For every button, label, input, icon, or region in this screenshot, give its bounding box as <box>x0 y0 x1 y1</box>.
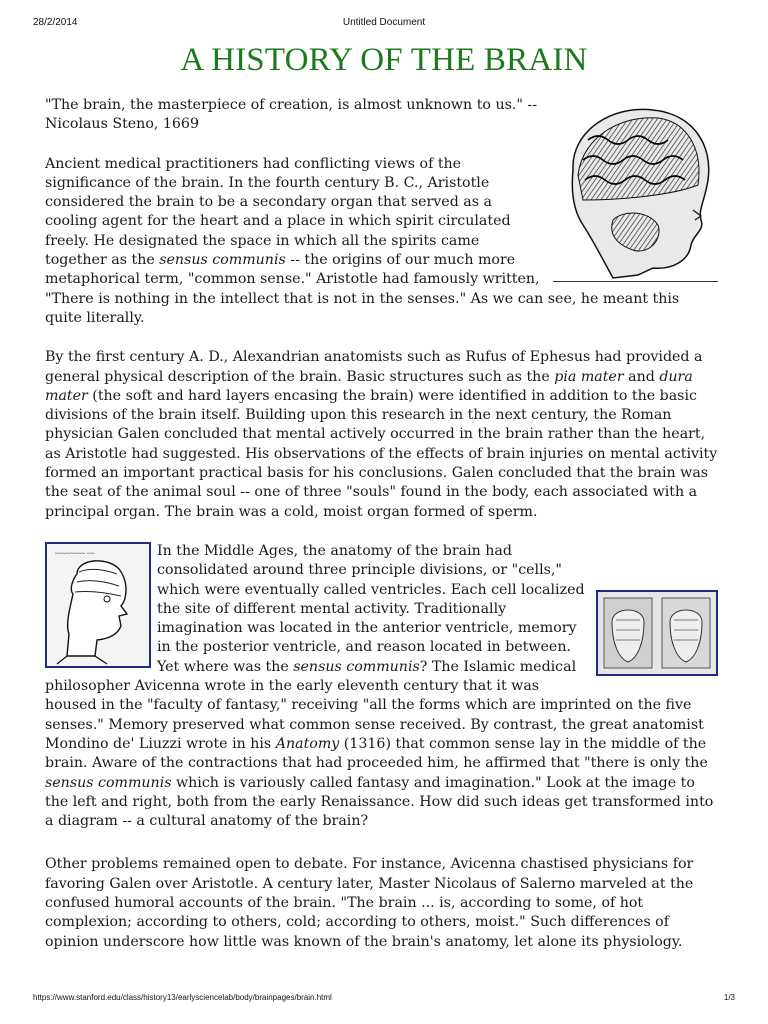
italic-term: dura mater <box>45 368 693 404</box>
source-url: https://www.stanford.edu/class/history13/earlysciencelab/body/brainpages/brain.html <box>33 993 332 1002</box>
medieval-head-diagram-image <box>45 542 151 668</box>
paragraph-galen <box>45 348 718 522</box>
italic-term: sensus communis <box>159 252 286 269</box>
italic-term: sensus communis <box>45 774 172 791</box>
print-footer <box>33 993 735 1007</box>
print-header <box>33 17 735 31</box>
text-span: ? The Islamic medical philosopher Avicenna wrote in the early eleventh century that it was housed in the "faculty of fantasy," receiving "all the forms which are imprinted on the five senses." Memory preserved what common sense received. By contrast, the great anatomist Mondino de' Liuzzi wrote in his <box>45 658 704 752</box>
text-span: Ancient medical practitioners had conflicting views of the significance of the brain. In the fourth century B. C., Aristotle considered the brain to be a secondary organ that served as a cooling agent for the heart and a place in which spirit circulated freely. He designated the space in which all the spirits came together as the <box>45 155 511 269</box>
italic-term: pia mater <box>554 368 624 385</box>
text-span: (the soft and hard layers encasing the brain) were identified in addition to the basic divisions of the brain itself. Building upon this research in the next century, the Roman physician Galen concluded that mental actively occurred in the brain rather than the heart, as Aristotle had suggested. His observations of the effects of brain injuries on mental activity formed an important practical basis for his conclusions. Galen concluded that the brain was the seat of the animal soul -- one of three "souls" found in the body, each associated with a principal organ. The brain was a cold, moist organ formed of sperm. <box>45 387 718 520</box>
svg-text:~~~~~~~~ ~~: ~~~~~~~~ ~~ <box>55 549 95 558</box>
text-span: which is variously called fantasy and imagination." Look at the image to the left and right, both from the early Renaissance. How did such ideas get transformed into a diagram -- a cultural anatomy of the brain? <box>45 774 714 830</box>
italic-term: sensus communis <box>293 658 420 675</box>
text-span: By the first century A. D., Alexandrian anatomists such as Rufus of Ephesus had provided a general physical description of the brain. Basic structures such as the <box>45 349 703 385</box>
page-title: A HISTORY OF THE BRAIN <box>180 42 588 78</box>
paragraph-debate: Other problems remained open to debate. For instance, Avicenna chastised physicians for favoring Galen over Aristotle. A century later, Master Nicolaus of Salerno marveled at the confused humoral accounts of the brain. "The brain ... is, according to some, of hot complexion; according to others, cold; according to others, moist." Such differences of opinion underscore how little was known of the brain's anatomy, let alone its physiology. <box>45 856 694 950</box>
page-number: 1/3 <box>723 993 735 1002</box>
article-body <box>45 96 718 972</box>
text-span: (1316) that common sense lay in the middle of the brain. Aware of the contractions that had proceeded him, he affirmed that "there is only the <box>45 735 708 772</box>
brain-engraving-image <box>553 100 718 282</box>
steno-quote: "The brain, the masterpiece of creation, is almost unknown to us." -- Nicolaus Steno, 1669 <box>45 97 538 133</box>
italic-term: Anatomy <box>275 735 340 752</box>
renaissance-diagrams-image <box>596 590 718 676</box>
text-span: and <box>623 368 660 385</box>
print-doc-title: Untitled Document <box>342 17 426 28</box>
text-span: In the Middle Ages, the anatomy of the brain had consolidated around three principle divisions, or "cells," which were eventually called ventricles. Each cell localized the site of different mental activity. Traditionally imagination was located in the anterior ventricle, memory in the posterior ventricle, and reason located in between. Yet where was the <box>157 542 585 675</box>
print-date: 28/2/2014 <box>33 17 78 28</box>
text-span: -- the origins of our much more metaphorical term, "common sense." Aristotle had famously written, "There is nothing in the intellect that is not in the senses." As we can see, he meant this quite literally. <box>45 252 680 326</box>
